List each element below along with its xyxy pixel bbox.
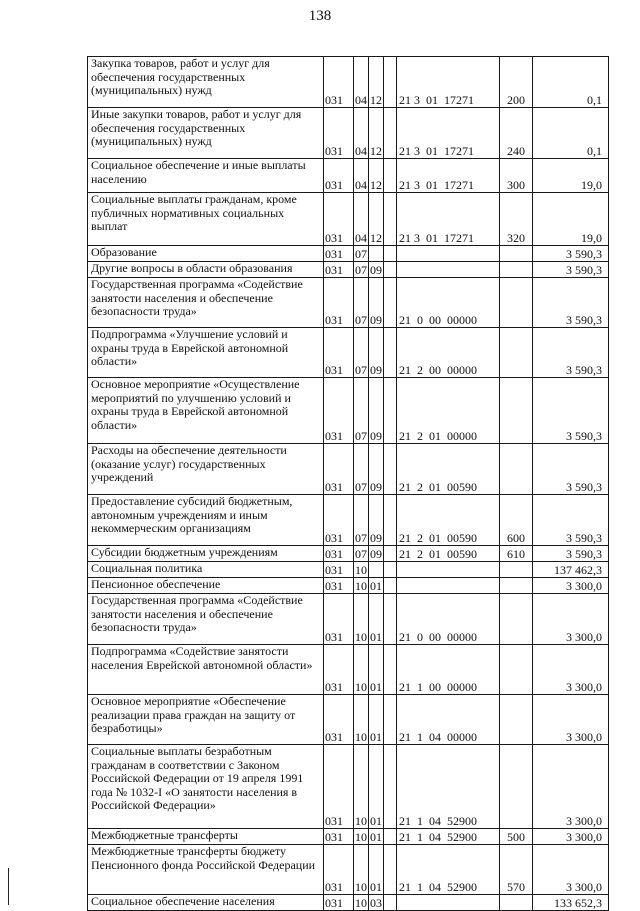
row-gr-code: 031 <box>324 495 354 546</box>
row-name: Иные закупки товаров, работ и услуг для обеспечения государственных (муниципальных) нужд <box>88 108 324 159</box>
row-pr-code: 01 <box>369 645 384 695</box>
row-rz-code: 10 <box>354 695 369 745</box>
row-name: Социальная политика <box>88 562 324 578</box>
row-gr-code: 031 <box>324 246 354 262</box>
row-sum: 137 462,3 <box>533 562 609 578</box>
row-gr-code: 031 <box>324 328 354 378</box>
row-gr-code: 031 <box>324 546 354 562</box>
row-vr-code <box>500 278 533 328</box>
row-spacer <box>384 193 397 246</box>
row-name: Межбюджетные трансферты <box>88 829 324 845</box>
row-sum: 3 300,0 <box>533 829 609 845</box>
table-row <box>88 594 609 645</box>
row-spacer <box>384 895 397 911</box>
row-target-code <box>397 246 500 262</box>
row-vr-code: 320 <box>500 193 533 246</box>
row-pr-code: 09 <box>369 495 384 546</box>
row-vr-code <box>500 645 533 695</box>
row-gr-code: 031 <box>324 278 354 328</box>
row-rz-code: 04 <box>354 193 369 246</box>
row-vr-code: 240 <box>500 108 533 159</box>
row-sum: 3 590,3 <box>533 246 609 262</box>
row-pr-code: 01 <box>370 578 382 593</box>
row-gr-code: 031 <box>324 645 354 695</box>
row-rz-code: 07 <box>355 546 367 561</box>
row-gr-code: 031 <box>324 108 354 159</box>
row-pr-code: 09 <box>369 328 384 378</box>
row-spacer <box>384 829 397 845</box>
row-name: Социальное обеспечение населения <box>88 895 324 911</box>
row-vr-code <box>500 895 533 911</box>
table-row <box>88 645 609 695</box>
budget-table <box>87 56 609 911</box>
row-spacer <box>384 594 397 645</box>
row-target-code <box>397 562 500 578</box>
row-target-code: 21 2 01 00590 <box>397 546 500 562</box>
row-name: Государственная программа «Содействие занятости населения и обеспечение безопасности труда» <box>88 278 324 328</box>
row-name: Предоставление субсидий бюджетным, автономным учреждениям и иным некоммерческим организациям <box>88 495 324 546</box>
row-name: Межбюджетные трансферты бюджету Пенсионного фонда Российской Федерации <box>88 845 324 895</box>
row-sum: 19,0 <box>533 193 609 246</box>
row-name: Основное мероприятие «Осуществление мероприятий по улучшению условий и охраны труда в Еврейской автономной области» <box>88 378 324 444</box>
row-pr-code: 09 <box>369 444 384 495</box>
row-name: Образование <box>88 246 324 262</box>
table-row <box>88 546 609 562</box>
row-sum: 0,1 <box>533 108 609 159</box>
row-rz-code: 10 <box>355 562 367 577</box>
row-rz-code: 07 <box>354 278 369 328</box>
table-row <box>88 328 609 378</box>
row-gr-code: 031 <box>324 562 354 578</box>
row-vr-code: 300 <box>500 159 533 193</box>
table-row <box>88 193 609 246</box>
row-gr-code: 031 <box>324 378 354 444</box>
table-row <box>88 378 609 444</box>
row-sum: 3 590,3 <box>533 444 609 495</box>
table-row <box>88 695 609 745</box>
row-target-code: 21 3 01 17271 <box>397 108 500 159</box>
row-pr-code: 12 <box>369 193 384 246</box>
row-sum: 3 590,3 <box>533 546 609 562</box>
row-rz-code: 10 <box>354 645 369 695</box>
row-spacer <box>384 562 397 578</box>
row-pr-code: 01 <box>369 695 384 745</box>
table-row <box>88 444 609 495</box>
row-target-code: 21 1 04 52900 <box>397 829 500 845</box>
row-sum: 3 300,0 <box>533 845 609 895</box>
page-number: 138 <box>308 8 332 24</box>
row-rz-code: 10 <box>355 895 367 910</box>
table-row <box>88 578 609 594</box>
row-gr-code: 031 <box>324 444 354 495</box>
row-spacer <box>384 378 397 444</box>
row-name: Пенсионное обеспечение <box>88 578 324 594</box>
row-pr-code: 01 <box>369 745 384 829</box>
row-rz-code: 10 <box>354 845 369 895</box>
row-vr-code <box>500 745 533 829</box>
row-spacer <box>384 108 397 159</box>
row-pr-code: 09 <box>370 546 382 561</box>
row-gr-code: 031 <box>324 745 354 829</box>
row-gr-code: 031 <box>324 193 354 246</box>
row-vr-code <box>500 578 533 594</box>
row-pr-code: 03 <box>370 895 382 910</box>
row-spacer <box>384 578 397 594</box>
row-vr-code: 570 <box>500 845 533 895</box>
row-target-code: 21 2 01 00590 <box>397 444 500 495</box>
row-target-code: 21 2 01 00590 <box>397 495 500 546</box>
row-sum: 3 590,3 <box>533 262 609 278</box>
row-target-code: 21 0 00 00000 <box>397 594 500 645</box>
row-spacer <box>384 444 397 495</box>
row-vr-code: 610 <box>500 546 533 562</box>
row-spacer <box>384 495 397 546</box>
table-row <box>88 57 609 108</box>
row-rz-code: 10 <box>354 594 369 645</box>
row-target-code <box>397 262 500 278</box>
row-vr-code <box>500 562 533 578</box>
table-row <box>88 495 609 546</box>
row-sum: 3 300,0 <box>533 645 609 695</box>
row-pr-code: 01 <box>369 594 384 645</box>
row-name: Подпрограмма «Содействие занятости населения Еврейской автономной области» <box>88 645 324 695</box>
table-row <box>88 895 609 911</box>
row-name: Государственная программа «Содействие занятости населения и обеспечение безопасности труда» <box>88 594 324 645</box>
row-gr-code: 031 <box>324 594 354 645</box>
row-spacer <box>384 845 397 895</box>
table-row <box>88 262 609 278</box>
row-pr-code: 12 <box>369 57 384 108</box>
row-vr-code: 500 <box>500 829 533 845</box>
table-row <box>88 159 609 193</box>
row-gr-code: 031 <box>324 159 354 193</box>
row-name: Другие вопросы в области образования <box>88 262 324 278</box>
row-rz-code: 07 <box>355 262 367 277</box>
row-name: Субсидии бюджетным учреждениям <box>88 546 324 562</box>
table-body <box>88 57 609 911</box>
row-vr-code <box>500 262 533 278</box>
row-spacer <box>384 695 397 745</box>
margin-line <box>8 868 9 905</box>
row-spacer <box>384 645 397 695</box>
row-rz-code: 10 <box>355 578 367 593</box>
row-spacer <box>384 246 397 262</box>
row-gr-code: 031 <box>324 57 354 108</box>
row-spacer <box>384 328 397 378</box>
table-row <box>88 246 609 262</box>
row-vr-code: 600 <box>500 495 533 546</box>
row-pr-code: 09 <box>370 262 382 277</box>
row-gr-code: 031 <box>324 845 354 895</box>
row-name: Социальные выплаты безработным гражданам в соответствии с Законом Российской Федерации от 19 апреля 1991 года № 1032-I «О занятости населения в Российской Федерации» <box>88 745 324 829</box>
row-gr-code: 031 <box>324 578 354 594</box>
row-spacer <box>384 262 397 278</box>
table-row <box>88 829 609 845</box>
row-rz-code: 10 <box>354 745 369 829</box>
table-row <box>88 562 609 578</box>
row-target-code: 21 2 01 00000 <box>397 378 500 444</box>
row-rz-code: 04 <box>354 159 369 193</box>
row-sum: 3 300,0 <box>533 594 609 645</box>
row-name: Социальные выплаты гражданам, кроме публичных нормативных социальных выплат <box>88 193 324 246</box>
row-sum: 19,0 <box>533 159 609 193</box>
row-pr-code <box>369 246 384 262</box>
row-sum: 3 300,0 <box>533 695 609 745</box>
row-pr-code: 09 <box>369 278 384 328</box>
row-rz-code: 04 <box>354 57 369 108</box>
row-gr-code: 031 <box>324 262 354 278</box>
row-spacer <box>384 159 397 193</box>
row-spacer <box>384 278 397 328</box>
row-target-code: 21 3 01 17271 <box>397 193 500 246</box>
row-spacer <box>384 745 397 829</box>
row-target-code: 21 2 00 00000 <box>397 328 500 378</box>
row-vr-code <box>500 444 533 495</box>
row-sum: 3 300,0 <box>533 745 609 829</box>
row-sum: 3 590,3 <box>533 328 609 378</box>
row-rz-code: 10 <box>355 829 367 844</box>
row-vr-code <box>500 378 533 444</box>
row-target-code: 21 3 01 17271 <box>397 57 500 108</box>
row-rz-code: 07 <box>354 444 369 495</box>
row-target-code <box>397 895 500 911</box>
row-pr-code: 12 <box>369 108 384 159</box>
row-sum: 3 300,0 <box>533 578 609 594</box>
row-target-code: 21 1 00 00000 <box>397 645 500 695</box>
table-row <box>88 278 609 328</box>
row-vr-code <box>500 328 533 378</box>
row-rz-code: 07 <box>354 328 369 378</box>
row-sum: 3 590,3 <box>533 278 609 328</box>
row-rz-code: 07 <box>354 495 369 546</box>
table-row <box>88 845 609 895</box>
row-vr-code <box>500 594 533 645</box>
row-pr-code: 01 <box>370 829 382 844</box>
row-gr-code: 031 <box>324 829 354 845</box>
row-rz-code: 07 <box>354 378 369 444</box>
row-gr-code: 031 <box>324 695 354 745</box>
row-pr-code: 09 <box>369 378 384 444</box>
table-row <box>88 745 609 829</box>
row-spacer <box>384 57 397 108</box>
row-rz-code: 07 <box>355 246 367 261</box>
row-name: Закупка товаров, работ и услуг для обеспечения государственных (муниципальных) нужд <box>88 57 324 108</box>
row-target-code: 21 0 00 00000 <box>397 278 500 328</box>
row-sum: 3 590,3 <box>533 495 609 546</box>
table-row <box>88 108 609 159</box>
row-name: Подпрограмма «Улучшение условий и охраны труда в Еврейской автономной области» <box>88 328 324 378</box>
row-sum: 133 652,3 <box>533 895 609 911</box>
row-pr-code <box>369 562 384 578</box>
row-sum: 0,1 <box>533 57 609 108</box>
row-pr-code: 12 <box>369 159 384 193</box>
row-sum: 3 590,3 <box>533 378 609 444</box>
row-vr-code <box>500 695 533 745</box>
row-gr-code: 031 <box>324 895 354 911</box>
row-target-code: 21 3 01 17271 <box>397 159 500 193</box>
row-target-code: 21 1 04 52900 <box>397 745 500 829</box>
row-vr-code <box>500 246 533 262</box>
row-spacer <box>384 546 397 562</box>
row-pr-code: 01 <box>369 845 384 895</box>
row-name: Основное мероприятие «Обеспечение реализации права граждан на защиту от безработицы» <box>88 695 324 745</box>
row-rz-code: 04 <box>354 108 369 159</box>
row-target-code: 21 1 04 52900 <box>397 845 500 895</box>
row-target-code: 21 1 04 00000 <box>397 695 500 745</box>
row-target-code <box>397 578 500 594</box>
row-name: Расходы на обеспечение деятельности (оказание услуг) государственных учреждений <box>88 444 324 495</box>
row-name: Социальное обеспечение и иные выплаты населению <box>88 159 324 193</box>
row-vr-code: 200 <box>500 57 533 108</box>
